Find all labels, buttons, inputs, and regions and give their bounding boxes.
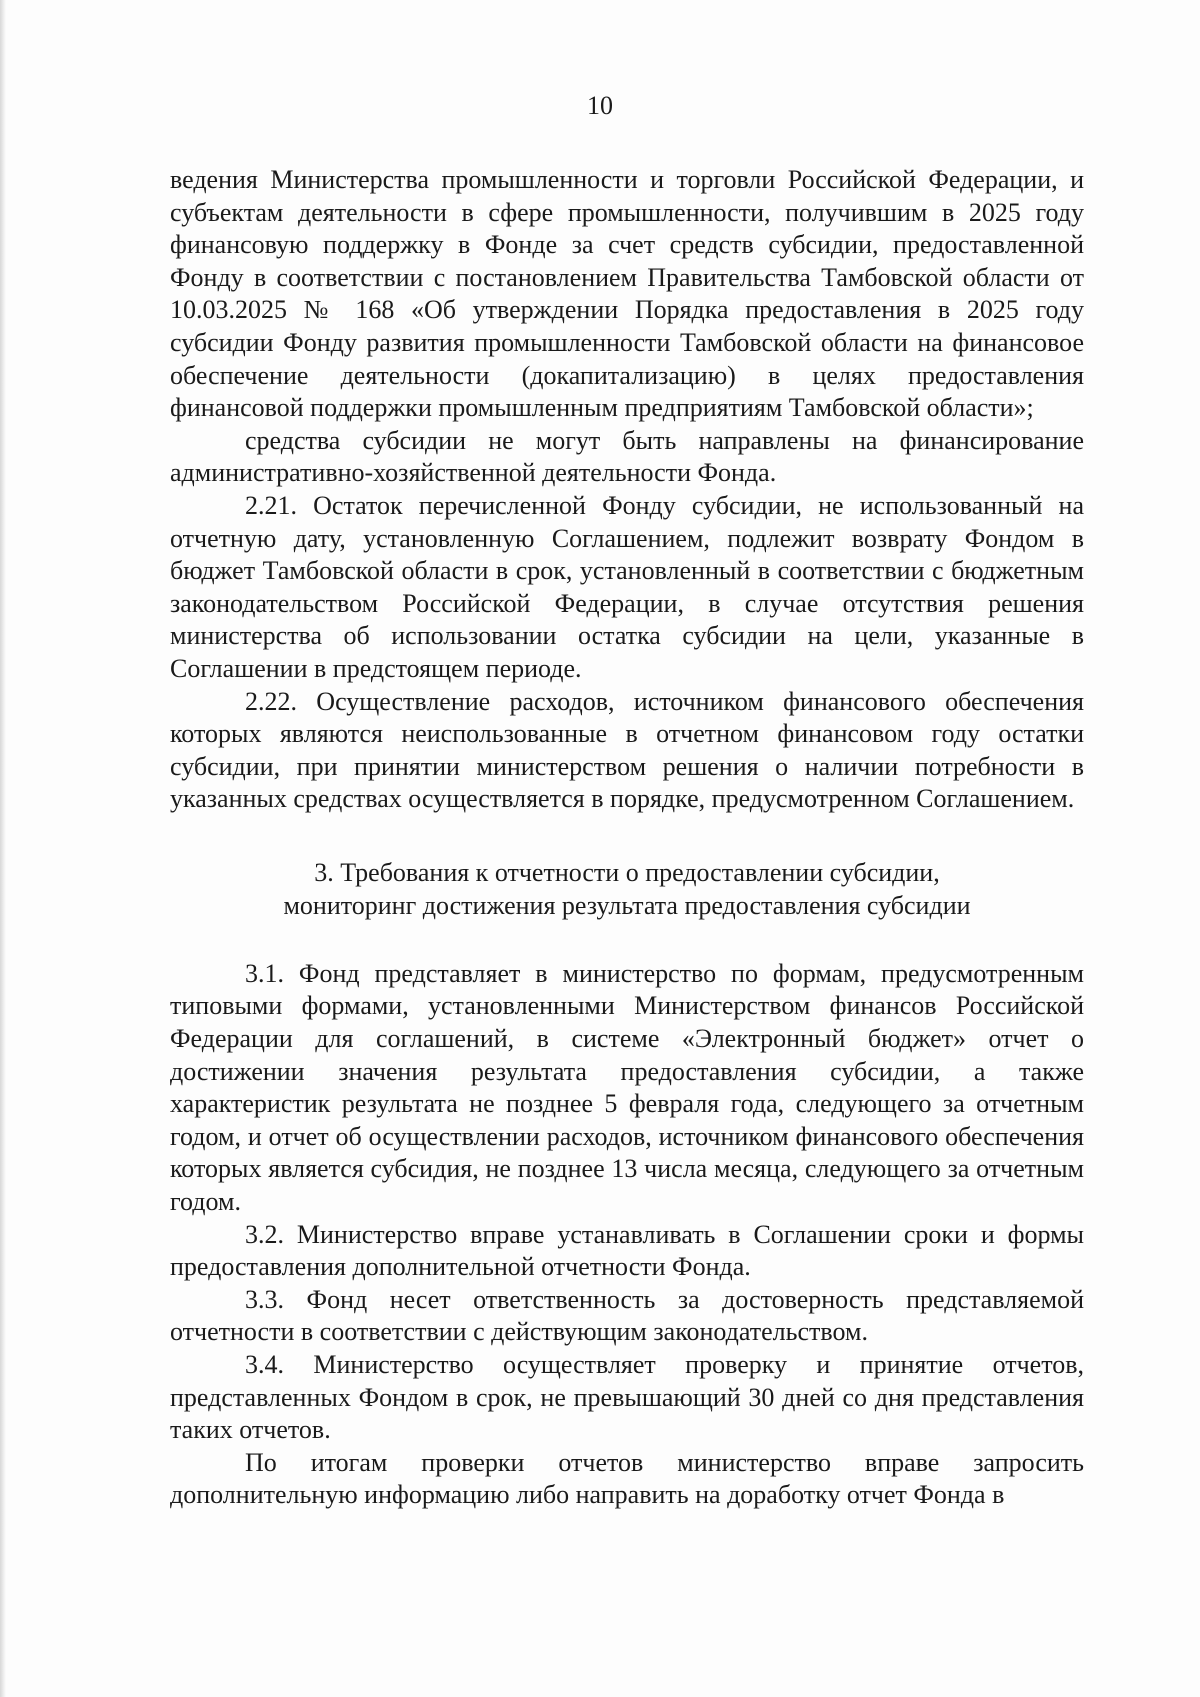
section-3-heading (170, 856, 1084, 922)
paragraph-3-4: 3.4. Министерство осуществляет проверку и принятие отчетов, представленных Фондом в срок, не превышающий 30 дней со дня представления таких отчетов. (170, 1350, 1084, 1445)
paragraph-subsidy-restriction: средства субсидии не могут быть направлены на финансирование административно-хозяйственной деятельности Фонда. (170, 425, 1084, 488)
paragraph-continuation: ведения Министерства промышленности и торговли Российской Федерации, и субъектам деятельности в сфере промышленности, получившим в 2025 году финансовую поддержку в Фонде за счет средств субсидии, предоставленной Фонду в соответствии с постановлением Правительства Тамбовской области от 10.03.2025 № 168 «Об утверждении Порядка предоставления в 2025 году субсидии Фонду развития промышленности Тамбовской области на финансовое обеспечение деятельности (докапитализацию) в целях предоставления финансовой поддержки промышленным предприятиям Тамбовской области»; (170, 165, 1084, 423)
paragraph-3-2: 3.2. Министерство вправе устанавливать в Соглашении сроки и формы предоставления дополнительной отчетности Фонда. (170, 1219, 1084, 1282)
section-3-heading-line-2: мониторинг достижения результата предоставления субсидии (283, 890, 971, 920)
document-body (170, 164, 1084, 1512)
paragraph-2-21: 2.21. Остаток перечисленной Фонду субсидии, не использованный на отчетную дату, установленную Соглашением, подлежит возврату Фондом в бюджет Тамбовской области в срок, установленный в соответствии с бюджетным законодательством Российской Федерации, в случае отсутствия решения министерства об использовании остатка субсидии на цели, указанные в Соглашении в предстоящем периоде. (170, 490, 1084, 683)
paragraph-3-3: 3.3. Фонд несет ответственность за достоверность представляемой отчетности в соответствии с действующим законодательством. (170, 1284, 1084, 1347)
section-3-heading-line-1: 3. Требования к отчетности о предоставлении субсидии, (314, 857, 940, 887)
paragraph-3-1: 3.1. Фонд представляет в министерство по формам, предусмотренным типовыми формами, установленными Министерством финансов Российской Федерации для соглашений, в системе «Электронный бюджет» отчет о достижении значения результата предоставления субсидии, а также характеристик результата не позднее 5 февраля года, следующего за отчетным годом, и отчет об осуществлении расходов, источником финансового обеспечения которых является субсидия, не позднее 13 числа месяца, следующего за отчетным годом. (170, 958, 1084, 1217)
paragraph-2-22: 2.22. Осуществление расходов, источником финансового обеспечения которых являются неиспользованные в отчетном финансовом году остатки субсидии, при принятии министерством решения о наличии потребности в указанных средствах осуществляется в порядке, предусмотренном Соглашением. (170, 686, 1084, 814)
scan-edge-shadow (0, 0, 6, 1697)
paragraph-review-results: По итогам проверки отчетов министерство вправе запросить дополнительную информацию либо направить на доработку отчет Фонда в (170, 1447, 1084, 1510)
page-number: 10 (587, 91, 613, 120)
